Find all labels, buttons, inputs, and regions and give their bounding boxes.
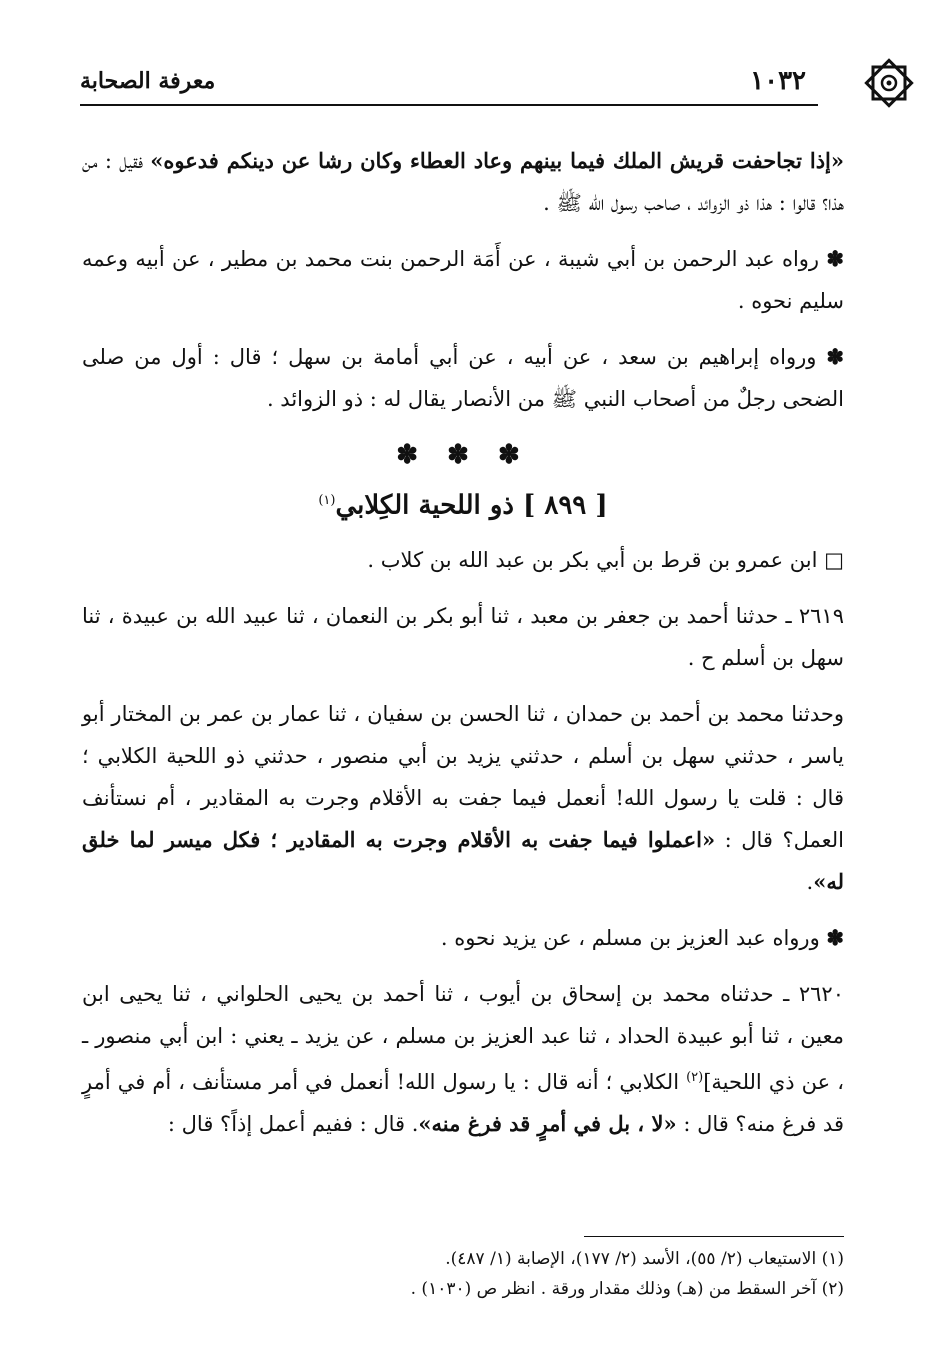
paragraph-narration-3 [82, 917, 844, 959]
paragraph-text: . [806, 869, 814, 894]
paragraph-text: ورواه إبراهيم بن سعد ، عن أبيه ، عن أبي أمامة بن سهل ؛ قال : أول من صلى الضحى رجلٌ من أصحاب النبي ﷺ من الأنصار يقال له : ذو الزوائد . [82, 345, 844, 411]
paragraph-text: ورواه عبد العزيز بن مسلم ، عن يزيد نحوه . [440, 925, 827, 950]
section-separator: ✽ ✽ ✽ [396, 440, 530, 470]
star-bullet-icon: ✽ [826, 344, 844, 369]
paragraph-narration-2 [82, 336, 844, 420]
footnote-ref: (١) [318, 493, 336, 508]
lineage-line [82, 539, 844, 581]
entry-title-text: [ ٨٩٩ ] ذو اللحية الكِلابي [335, 490, 608, 521]
footnotes [82, 1244, 844, 1304]
paragraph-text: . قال : ففيم أعمل إذاً؟ قال : [167, 1111, 419, 1136]
footnote-ref: (٢) [686, 1069, 704, 1085]
paragraph-text: الكلابي ؛ أنه قال : يا رسول الله! أنعمل في أمر مستأنف ، أم في أمرٍ قد فرغ منه؟ قال : [82, 1069, 844, 1136]
entry-title [82, 480, 844, 527]
box-bullet-icon: □ [824, 547, 844, 572]
footnote-rule [584, 1236, 844, 1237]
paragraph-isnad [82, 693, 844, 903]
paragraph-hadith-end [82, 140, 844, 224]
star-bullet-icon: ✽ [826, 924, 844, 950]
footnote-2: (٢) آخر السقط من (هـ) وذلك مقدار ورقة . انظر ص (١٠٣٠) . [410, 1279, 844, 1299]
hadith-quote: «إذا تجاحفت قريش الملك فيما بينهم وعاد العطاء وكان رشا عن دينكم فدعوه» [150, 148, 845, 173]
page-number: ١٠٣٢ [750, 66, 806, 96]
hadith-quote: «لا ، بل في أمرٍ قد فرغ منه» [418, 1110, 677, 1136]
main-text [82, 140, 844, 1159]
paragraph-text: رواه عبد الرحمن بن أبي شيبة ، عن أَمَة الرحمن بنت محمد بن مطير ، عن أبيه وعمه سليم نحوه . [82, 247, 844, 313]
octagram-ornament-icon [864, 58, 914, 108]
hadith-2619: ٢٦١٩ ـ حدثنا أحمد بن جعفر بن معبد ، ثنا أبو بكر بن النعمان ، ثنا عبيد الله بن عبيدة ، ثنا سهل بن أسلم ح . [82, 603, 844, 670]
hadith-quote: «اعملوا فيما جفت به الأقلام وجرت به المقادير ؛ فكل ميسر لما خلق له» [82, 826, 844, 894]
page-header [80, 62, 864, 106]
running-title: معرفة الصحابة [80, 68, 216, 94]
lineage-text: ابن عمرو بن قرط بن أبي بكر بن عبد الله بن كلاب . [367, 547, 825, 572]
star-bullet-icon: ✽ [826, 246, 844, 271]
header-rule [80, 104, 818, 106]
paragraph-text: وحدثنا محمد بن أحمد بن حمدان ، ثنا الحسن بن سفيان ، ثنا عمار بن عمر بن المختار أبو ياسر ، حدثني سهل بن أسلم ، حدثني يزيد بن أبي منصور ، حدثني ذو اللحية الكلابي ؛ قال : قلت يا رسول الله! أنعمل فيما جفت به الأقلام وجرت به المقادير ، أم نستأنف العمل؟ قال : [82, 701, 844, 852]
paragraph-text: ٢٦٢٠ ـ حدثناه محمد بن إسحاق بن أيوب ، ثنا أحمد بن يحيى الحلواني ، ثنا يحيى ابن معين ، ثنا أبو عبيدة الحداد ، ثنا عبد العزيز بن مسلم ، عن يزيد ـ يعني : ابن أبي منصور ـ ، عن ذي اللحية] [82, 981, 845, 1094]
footnote-1: (١) الاستيعاب (٢/ ٥٥)، الأسد (٢/ ١٧٧)، الإصابة (١/ ٤٨٧). [445, 1249, 844, 1269]
hadith-2620 [82, 973, 844, 1145]
paragraph-text: فقيل : من هذا؟ قالوا : هذا ذو الزوائد ، صاحب رسول الله ﷺ . [82, 149, 844, 215]
paragraph-narration-1 [82, 238, 844, 322]
